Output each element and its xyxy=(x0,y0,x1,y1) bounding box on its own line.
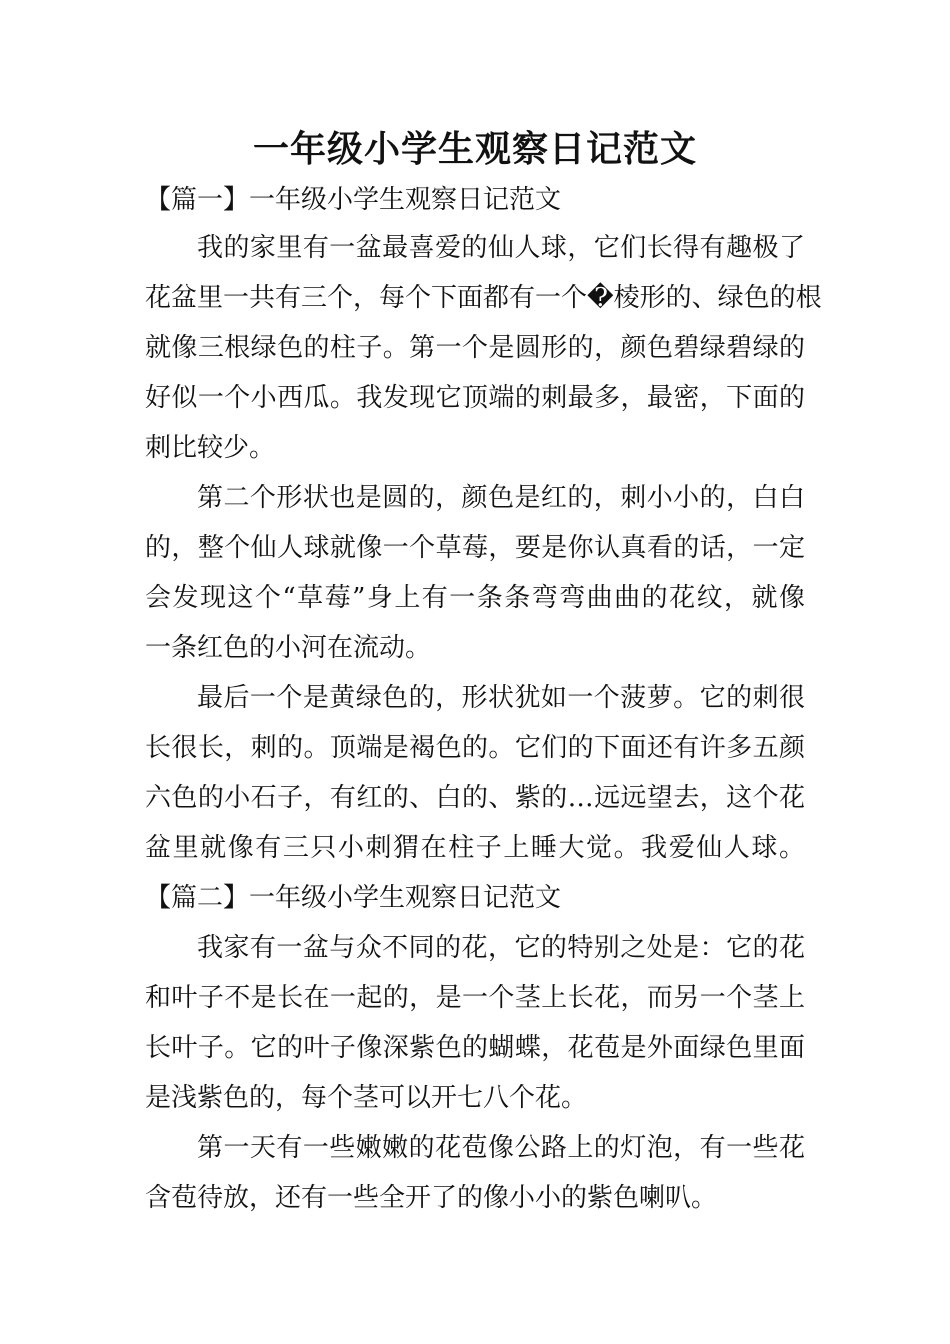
paragraph-line: 长叶子。它的叶子像深紫色的蝴蝶，花苞是外面绿色里面 xyxy=(145,1033,805,1063)
paragraph-line: 花盆里一共有三个，每个下面都有一个�棱形的、绿色的根 xyxy=(145,283,822,313)
paragraph-line: 盆里就像有三只小刺猬在柱子上睡大觉。我爱仙人球。 xyxy=(145,833,805,863)
paragraph-line: 第二个形状也是圆的，颜色是红的，刺小小的，白白 xyxy=(197,483,805,513)
paragraph-line: 就像三根绿色的柱子。第一个是圆形的，颜色碧绿碧绿的 xyxy=(145,333,805,363)
section-heading-1: 【篇一】一年级小学生观察日记范文 xyxy=(145,185,562,215)
paragraph-line: 含苞待放，还有一些全开了的像小小的紫色喇叭。 xyxy=(145,1183,718,1213)
paragraph-line: 和叶子不是长在一起的，是一个茎上长花，而另一个茎上 xyxy=(145,983,805,1013)
paragraph-line: 我家有一盆与众不同的花，它的特别之处是：它的花 xyxy=(197,933,805,963)
paragraph-line: 最后一个是黄绿色的，形状犹如一个菠萝。它的刺很 xyxy=(197,683,805,713)
paragraph-line: 一条红色的小河在流动。 xyxy=(145,633,432,663)
paragraph-line: 是浅紫色的，每个茎可以开七八个花。 xyxy=(145,1083,588,1113)
paragraph-line: 会发现这个“草莓”身上有一条条弯弯曲曲的花纹，就像 xyxy=(145,583,805,613)
paragraph-line: 第一天有一些嫩嫩的花苞像公路上的灯泡，有一些花 xyxy=(197,1133,805,1163)
paragraph-line: 长很长，刺的。顶端是褐色的。它们的下面还有许多五颜 xyxy=(145,733,805,763)
paragraph-line: 的，整个仙人球就像一个草莓，要是你认真看的话，一定 xyxy=(145,533,805,563)
paragraph-line: 我的家里有一盆最喜爱的仙人球，它们长得有趣极了 xyxy=(197,233,805,263)
paragraph-line: 好似一个小西瓜。我发现它顶端的刺最多，最密，下面的 xyxy=(145,383,805,413)
section-heading-2: 【篇二】一年级小学生观察日记范文 xyxy=(145,883,562,913)
document-title: 一年级小学生观察日记范文 xyxy=(252,128,697,170)
paragraph-line: 刺比较少。 xyxy=(145,433,276,463)
paragraph-line: 六色的小石子，有红的、白的、紫的…远远望去，这个花 xyxy=(145,783,805,813)
